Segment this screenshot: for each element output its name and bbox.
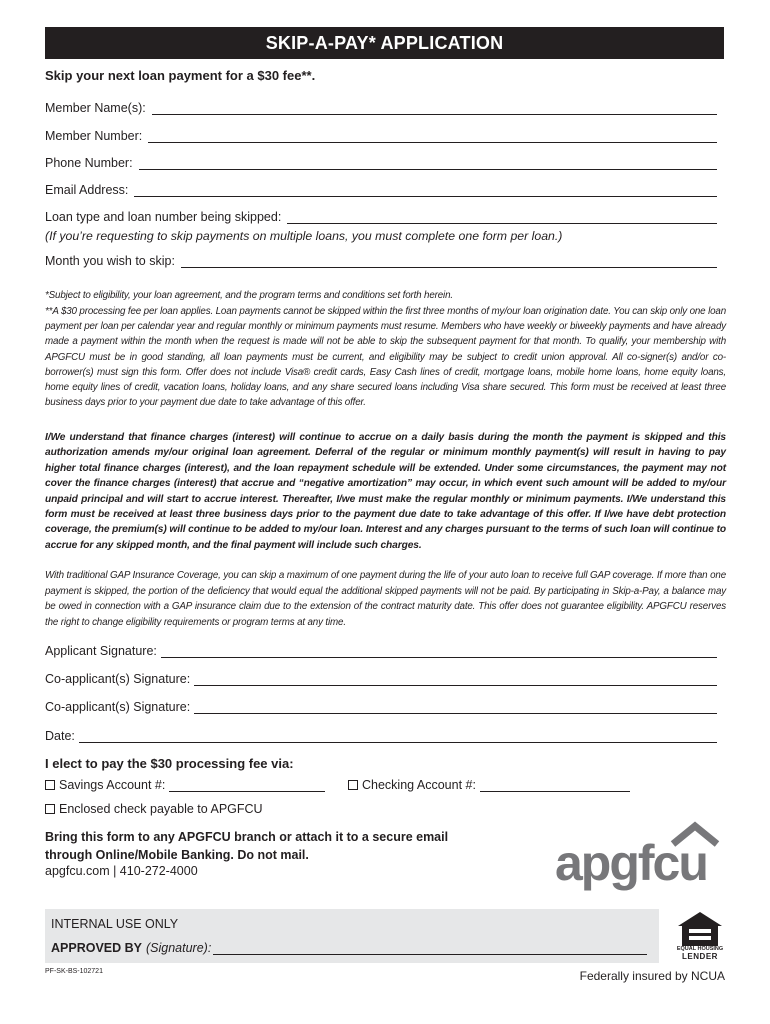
finance-charges-paragraph: I/We understand that finance charges (interest) will continue to accrue on a daily basis during the month the payment is skipped and this authorization amends my/our original loan agreement. Deferral of the regular or minimum monthly payment(s) will result in having to pay higher total finance charges (interest), and the loan repayment schedule will be extended. Under some circumstances, the payment may not cover the finance charges (interest) that accrue and “negative amortization” may occur, in which event such amount will be added to my/our unpaid principal and will start to accrue interest. Thereafter, I/we must make the regular monthly or minimum payments. I/We understand this form must be received at least three business days prior to the payment due date to take advantage of this offer. If I/we have debt protection coverage, the premium(s) will continue to be added to my/our loan. Interest and any charges pursuant to the terms of such loan will continue to accrue for any skipped month, and the final payment will include such charges. [45, 432, 726, 551]
savings-option [45, 778, 325, 792]
approved-by-field [51, 941, 647, 955]
internal-use-label: INTERNAL USE ONLY [51, 917, 179, 931]
phone-number-label: Phone Number: [45, 156, 133, 170]
date-field [45, 729, 717, 743]
savings-checkbox[interactable] [45, 780, 55, 790]
multiple-loans-note: (If you’re requesting to skip payments on multiple loans, you must complete one form per loan.) [45, 229, 563, 243]
form-subtitle: Skip your next loan payment for a $30 fee**. [45, 68, 316, 83]
coapplicant-signature-label-1: Co-applicant(s) Signature: [45, 672, 191, 686]
email-address-input[interactable] [134, 184, 717, 197]
approved-by-input[interactable] [213, 942, 647, 955]
loan-type-label: Loan type and loan number being skipped: [45, 210, 282, 224]
enclosed-check-option [45, 802, 263, 816]
form-code: PF-SK-BS-102721 [45, 968, 103, 975]
coapplicant-signature-field-2 [45, 700, 717, 714]
applicant-signature-label: Applicant Signature: [45, 644, 157, 658]
contact-info: apgfcu.com | 410-272-4000 [45, 864, 198, 878]
ehl-line-1: EQUAL HOUSING [676, 946, 724, 952]
applicant-signature-input[interactable] [161, 645, 717, 658]
ncua-notice: Federally insured by NCUA [579, 969, 725, 983]
savings-account-input[interactable] [169, 779, 325, 792]
checking-label: Checking Account #: [362, 778, 476, 792]
month-field [45, 254, 717, 268]
logo-wordmark: apgfcu [555, 835, 707, 891]
loan-type-field [45, 210, 717, 224]
payment-method-heading: I elect to pay the $30 processing fee via: [45, 756, 294, 771]
month-label: Month you wish to skip: [45, 254, 175, 268]
internal-use-box [45, 909, 659, 963]
gap-insurance-paragraph: With traditional GAP Insurance Coverage, you can skip a maximum of one payment during the life of your auto loan to receive full GAP coverage. If more than one payment is skipped, the portion of the deficiency that would equal the additional skipped payments will not be paid. By participating in Skip-a-Pay, a balance may be owed in connection with a GAP insurance claim due to the extension of the contract maturity date. This offer does not guarantee eligibility. APGFCU reserves the right to change eligibility requirements or program terms at any time. [45, 570, 726, 628]
coapplicant-signature-input-2[interactable] [194, 701, 717, 714]
ehl-line-2: LENDER [682, 952, 718, 961]
submission-line-2: through Online/Mobile Banking. Do not mail. [45, 848, 309, 862]
fee-footnote: **A $30 processing fee per loan applies. Loan payments cannot be skipped within the first three months of my/our loan origination date. You can skip only one loan payment per loan per calendar year and regular monthly or minimum payments must resume. Members who have weekly or biweekly payments and have already made a payment within the month when the request is made will not be able to skip the subsequent payment for that month. To qualify, your membership with APGFCU must be in good standing, all loan payments must be current, and eligibility may be subject to credit union approval. All co-signer(s) and/or co-borrower(s) must sign this form. Offer does not include Visa® credit cards, Easy Cash lines of credit, mortgage loans, mobile home loans, home equity loans, home equity lines of credit, vacation loans, holiday loans, and any share secured loans including Visa share secured. This form must be received at least three business days prior to your payment due date to take advantage of this offer. [45, 306, 726, 409]
email-address-label: Email Address: [45, 183, 129, 197]
applicant-signature-field [45, 644, 717, 658]
submission-instructions [45, 828, 448, 864]
phone-number-field [45, 156, 717, 170]
equal-housing-lender-text [672, 946, 728, 961]
loan-type-input[interactable] [287, 211, 717, 224]
member-number-input[interactable] [148, 130, 717, 143]
coapplicant-signature-field-1 [45, 672, 717, 686]
member-names-label: Member Name(s): [45, 101, 146, 115]
member-names-field [45, 101, 717, 115]
enclosed-check-checkbox[interactable] [45, 804, 55, 814]
month-input[interactable] [181, 255, 717, 268]
submission-line-1: Bring this form to any APGFCU branch or attach it to a secure email [45, 830, 449, 844]
apgfcu-logo [555, 820, 725, 890]
member-names-input[interactable] [152, 102, 717, 115]
coapplicant-signature-label-2: Co-applicant(s) Signature: [45, 700, 191, 714]
date-input[interactable] [79, 730, 717, 743]
coapplicant-signature-input-1[interactable] [194, 673, 717, 686]
eligibility-footnote: *Subject to eligibility, your loan agreement, and the program terms and conditions set forth herein. [45, 290, 453, 301]
checking-option [348, 778, 630, 792]
checking-account-input[interactable] [480, 779, 630, 792]
approved-by-label: APPROVED BY [51, 941, 142, 955]
date-label: Date: [45, 729, 75, 743]
form-title: SKIP-A-PAY* APPLICATION [45, 27, 724, 59]
member-number-label: Member Number: [45, 129, 143, 143]
email-address-field [45, 183, 717, 197]
checking-checkbox[interactable] [348, 780, 358, 790]
approved-by-sublabel: (Signature): [146, 941, 212, 955]
enclosed-check-label: Enclosed check payable to APGFCU [59, 802, 263, 816]
phone-number-input[interactable] [139, 157, 717, 170]
member-number-field [45, 129, 717, 143]
savings-label: Savings Account #: [59, 778, 166, 792]
